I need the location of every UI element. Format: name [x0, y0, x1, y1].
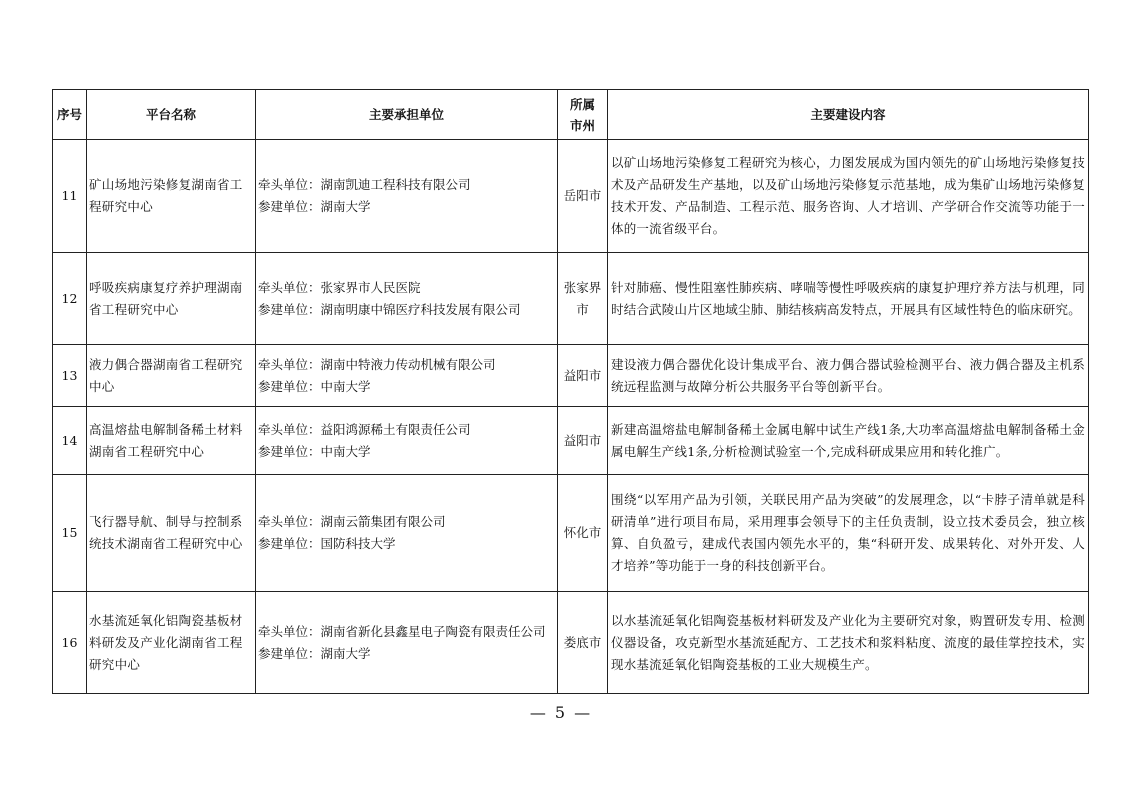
row-num: 12 — [53, 253, 87, 345]
row-name: 飞行器导航、制导与控制系统技术湖南省工程研究中心 — [87, 475, 256, 592]
row-num: 16 — [53, 592, 87, 694]
row-content: 针对肺癌、慢性阻塞性肺疾病、哮喘等慢性呼吸疾病的康复护理疗养方法与机理，同时结合武陵山片区地域尘肺、肺结核病高发特点，开展具有区域性特色的临床研究。 — [608, 253, 1089, 345]
row-num: 13 — [53, 345, 87, 407]
partner-unit: 参建单位：湖南大学 — [258, 645, 371, 661]
row-units — [256, 475, 558, 592]
lead-unit: 牵头单位：湖南凯迪工程科技有限公司 — [258, 177, 471, 192]
partner-unit: 参建单位：湖南明康中锦医疗科技发展有限公司 — [258, 301, 521, 317]
table-row — [53, 345, 1089, 407]
row-city: 岳阳市 — [558, 140, 608, 253]
header-city-line2: 市州 — [569, 117, 595, 133]
row-city: 怀化市 — [558, 475, 608, 592]
row-num: 11 — [53, 140, 87, 253]
lead-unit: 牵头单位：湖南省新化县鑫星电子陶瓷有限责任公司 — [258, 623, 546, 639]
row-name: 矿山场地污染修复湖南省工程研究中心 — [87, 140, 256, 253]
table-row — [53, 253, 1089, 345]
lead-unit: 牵头单位：益阳鸿源稀土有限责任公司 — [258, 421, 471, 437]
row-content: 以水基流延氧化铝陶瓷基板材料研发及产业化为主要研究对象，购置研发专用、检测仪器设备，攻克新型水基流延配方、工艺技术和浆料粘度、流度的最佳掌控技术，实现水基流延氧化铝陶瓷基板的工业大规模生产。 — [608, 592, 1089, 694]
table-row — [53, 140, 1089, 253]
partner-unit: 参建单位：国防科技大学 — [258, 536, 396, 551]
row-city: 娄底市 — [558, 592, 608, 694]
header-city-line1: 所属 — [569, 96, 595, 112]
row-units — [256, 407, 558, 475]
row-num: 14 — [53, 407, 87, 475]
partner-unit: 参建单位：中南大学 — [258, 378, 371, 394]
lead-unit: 牵头单位：湖南中特液力传动机械有限公司 — [258, 356, 496, 372]
row-city: 益阳市 — [558, 345, 608, 407]
row-units — [256, 140, 558, 253]
partner-unit: 参建单位：中南大学 — [258, 443, 371, 459]
row-name: 水基流延氧化铝陶瓷基板材料研发及产业化湖南省工程研究中心 — [87, 592, 256, 694]
lead-unit: 牵头单位：张家界市人民医院 — [258, 279, 421, 295]
row-units — [256, 592, 558, 694]
row-num: 15 — [53, 475, 87, 592]
header-name: 平台名称 — [87, 90, 256, 140]
row-name: 液力偶合器湖南省工程研究中心 — [87, 345, 256, 407]
row-city: 张家界市 — [558, 253, 608, 345]
row-content: 以矿山场地污染修复工程研究为核心，力图发展成为国内领先的矿山场地污染修复技术及产品研发生产基地，以及矿山场地污染修复示范基地，成为集矿山场地污染修复技术开发、产品制造、工程示范、服务咨询、人才培训、产学研合作交流等功能于一体的一流省级平台。 — [608, 140, 1089, 253]
lead-unit: 牵头单位：湖南云箭集团有限公司 — [258, 514, 446, 529]
row-content: 围绕“以军用产品为引领，关联民用产品为突破”的发展理念，以“卡脖子清单就是科研清单”进行项目布局，采用理事会领导下的主任负责制，设立技术委员会，独立核算、自负盈亏，建成代表国内领先水平的，集“科研开发、成果转化、对外开发、人才培养”等功能于一身的科技创新平台。 — [608, 475, 1089, 592]
row-units — [256, 253, 558, 345]
row-content: 建设液力偶合器优化设计集成平台、液力偶合器试验检测平台、液力偶合器及主机系统远程监测与故障分析公共服务平台等创新平台。 — [608, 345, 1089, 407]
row-city: 益阳市 — [558, 407, 608, 475]
row-name: 呼吸疾病康复疗养护理湖南省工程研究中心 — [87, 253, 256, 345]
table-header-row — [53, 90, 1089, 140]
header-city — [558, 90, 608, 140]
page-number: — 5 — — [529, 703, 593, 722]
table-row — [53, 592, 1089, 694]
row-units — [256, 345, 558, 407]
table-row — [53, 475, 1089, 592]
row-name: 高温熔盐电解制备稀土材料湖南省工程研究中心 — [87, 407, 256, 475]
partner-unit: 参建单位：湖南大学 — [258, 199, 371, 214]
header-num: 序号 — [53, 90, 87, 140]
project-table — [52, 89, 1089, 694]
table-row — [53, 407, 1089, 475]
header-content: 主要建设内容 — [608, 90, 1089, 140]
row-content: 新建高温熔盐电解制备稀土金属电解中试生产线1条,大功率高温熔盐电解制备稀土金属电解生产线1条,分析检测试验室一个,完成科研成果应用和转化推广。 — [608, 407, 1089, 475]
header-unit: 主要承担单位 — [256, 90, 558, 140]
